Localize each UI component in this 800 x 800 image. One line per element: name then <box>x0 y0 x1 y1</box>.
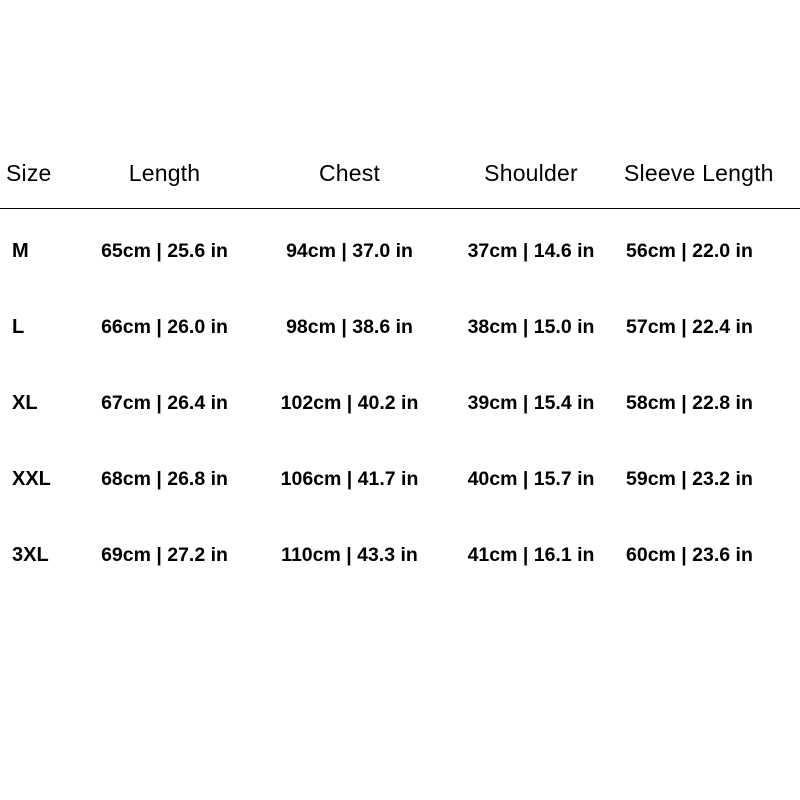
cell-length: 68cm | 26.8 in <box>101 467 228 490</box>
cell-chest: 106cm | 41.7 in <box>280 467 419 490</box>
cell-size: 3XL <box>12 543 49 566</box>
cell-shoulder: 37cm | 14.6 in <box>467 239 595 262</box>
cell-length: 69cm | 27.2 in <box>101 543 228 566</box>
table-body <box>0 209 800 594</box>
cell-size: XXL <box>12 467 51 490</box>
cell-size: L <box>12 315 25 338</box>
cell-length: 65cm | 25.6 in <box>101 239 228 262</box>
column-header-shoulder: Shoulder <box>484 160 578 186</box>
cell-sleeve-length: 59cm | 23.2 in <box>626 467 753 490</box>
cell-chest: 110cm | 43.3 in <box>281 543 418 566</box>
cell-shoulder: 39cm | 15.4 in <box>467 391 595 414</box>
column-header-size: Size <box>6 160 52 186</box>
cell-shoulder: 41cm | 16.1 in <box>467 543 595 566</box>
table-row <box>0 289 800 365</box>
cell-length: 67cm | 26.4 in <box>101 391 228 414</box>
size-table <box>0 160 800 593</box>
table-header-row <box>0 160 800 209</box>
cell-sleeve-length: 60cm | 23.6 in <box>626 543 753 566</box>
cell-chest: 94cm | 37.0 in <box>286 239 413 262</box>
cell-chest: 98cm | 38.6 in <box>286 315 413 338</box>
cell-sleeve-length: 56cm | 22.0 in <box>626 239 753 262</box>
table-row <box>0 365 800 441</box>
column-header-chest: Chest <box>318 160 381 186</box>
cell-sleeve-length: 58cm | 22.8 in <box>626 391 753 414</box>
cell-size: M <box>12 239 29 262</box>
cell-chest: 102cm | 40.2 in <box>280 391 419 414</box>
cell-shoulder: 38cm | 15.0 in <box>467 315 595 338</box>
column-header-length: Length <box>128 160 201 186</box>
table-row <box>0 441 800 517</box>
cell-sleeve-length: 57cm | 22.4 in <box>626 315 753 338</box>
cell-shoulder: 40cm | 15.7 in <box>467 467 595 490</box>
cell-size: XL <box>12 391 38 414</box>
column-header-sleeve-length: Sleeve Length <box>624 160 774 186</box>
cell-length: 66cm | 26.0 in <box>101 315 228 338</box>
table-header <box>0 160 800 209</box>
table-row <box>0 209 800 290</box>
table-row <box>0 517 800 593</box>
